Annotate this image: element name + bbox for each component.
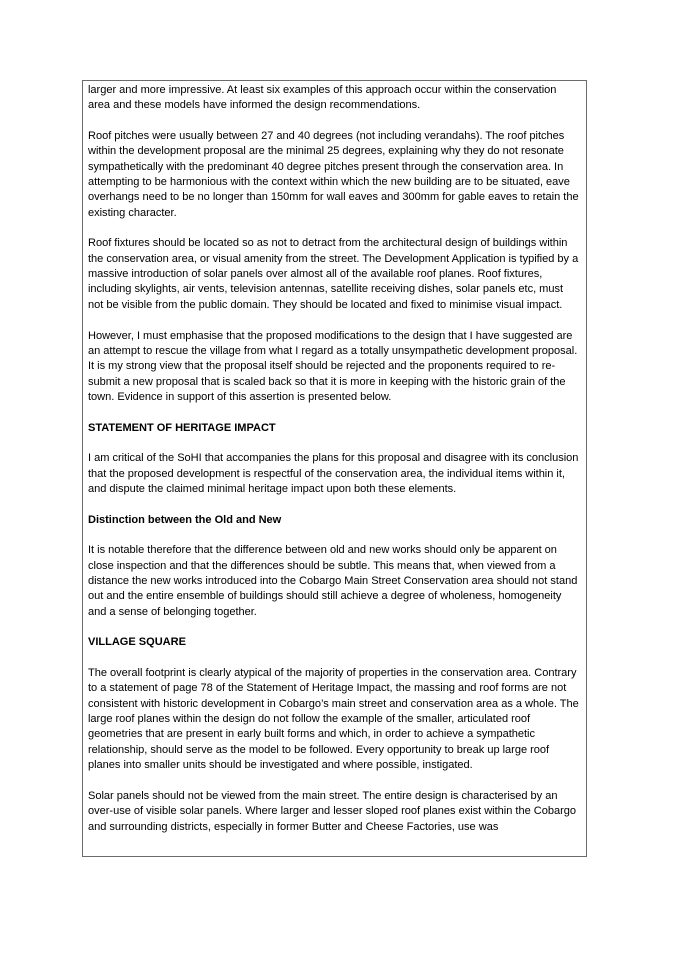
paragraph-emphasis: However, I must emphasise that the proposed modifications to the design that I have suggested are an attempt to rescue the village from what I regard as a totally unsympathetic development proposal. It is my strong view that the proposal itself should be rejected and the proponents required to re-submit a new proposal that is scaled back so that it is more in keeping with the historic grain of the town. Evidence in support of this assertion is presented below. <box>88 329 578 403</box>
paragraph-roof-pitches: Roof pitches were usually between 27 and 40 degrees (not including verandahs). The roof pitches within the development proposal are the minimal 25 degrees, explaining why they do not resonate sympathetically with the predominant 40 degree pitches present through the conservation area. In attempting to be harmonious with the context within which the new building are to be situated, eave overhangs need to be no longer than 150mm for wall eaves and 300mm for gable eaves to retain the existing character. <box>88 130 579 219</box>
paragraph-old-new-works: It is notable therefore that the difference between old and new works should only be apparent on close inspection and that the differences should be subtle. This means that, when viewed from a distance the new works introduced into the Cobargo Main Street Conservation area should not stand out and the entire ensemble of buildings should still achieve a degree of wholeness, homogeneity and a sense of belonging together. <box>88 544 578 618</box>
document-body <box>83 81 586 835</box>
heading-distinction-old-new: Distinction between the Old and New <box>88 513 282 526</box>
paragraph-footprint: The overall footprint is clearly atypical of the majority of properties in the conservation area. Contrary to a statement of page 78 of the Statement of Heritage Impact, the massing and roof forms are not consistent with historic development in Cobargo’s main street and conservation area as a whole. The large roof planes within the design do not follow the example of the smaller, articulated roof geometries that are present in early built forms and which, in order to achieve a sympathetic relationship, should serve as the model to be followed. Every opportunity to break up large roof planes into smaller units should be investigated and where possible, instigated. <box>88 667 579 772</box>
heading-village-square: VILLAGE SQUARE <box>88 636 186 649</box>
paragraph-continuation: larger and more impressive. At least six examples of this approach occur within the conservation area and these models have informed the design recommendations. <box>88 84 557 112</box>
paragraph-solar-panels: Solar panels should not be viewed from the main street. The entire design is characterised by an over-use of visible solar panels. Where larger and lesser sloped roof planes exist within the Cobargo and surrounding districts, especially in former Butter and Cheese Factories, use was <box>88 789 576 833</box>
paragraph-roof-fixtures: Roof fixtures should be located so as not to detract from the architectural design of buildings within the conservation area, or visual amenity from the street. The Development Application is typified by a massive introduction of solar panels over almost all of the available roof planes. Roof fixtures, including skylights, air vents, television antennas, satellite receiving dishes, solar panels etc, must not be visible from the public domain. They should be located and fixed to minimise visual impact. <box>88 237 579 311</box>
heading-statement-of-heritage-impact: STATEMENT OF HERITAGE IMPACT <box>88 421 276 434</box>
document-page <box>82 80 587 857</box>
paragraph-sohi-critique: I am critical of the SoHI that accompanies the plans for this proposal and disagree with its conclusion that the proposed development is respectful of the conservation area, the individual items within it, and dispute the claimed minimal heritage impact upon both these elements. <box>88 452 579 495</box>
